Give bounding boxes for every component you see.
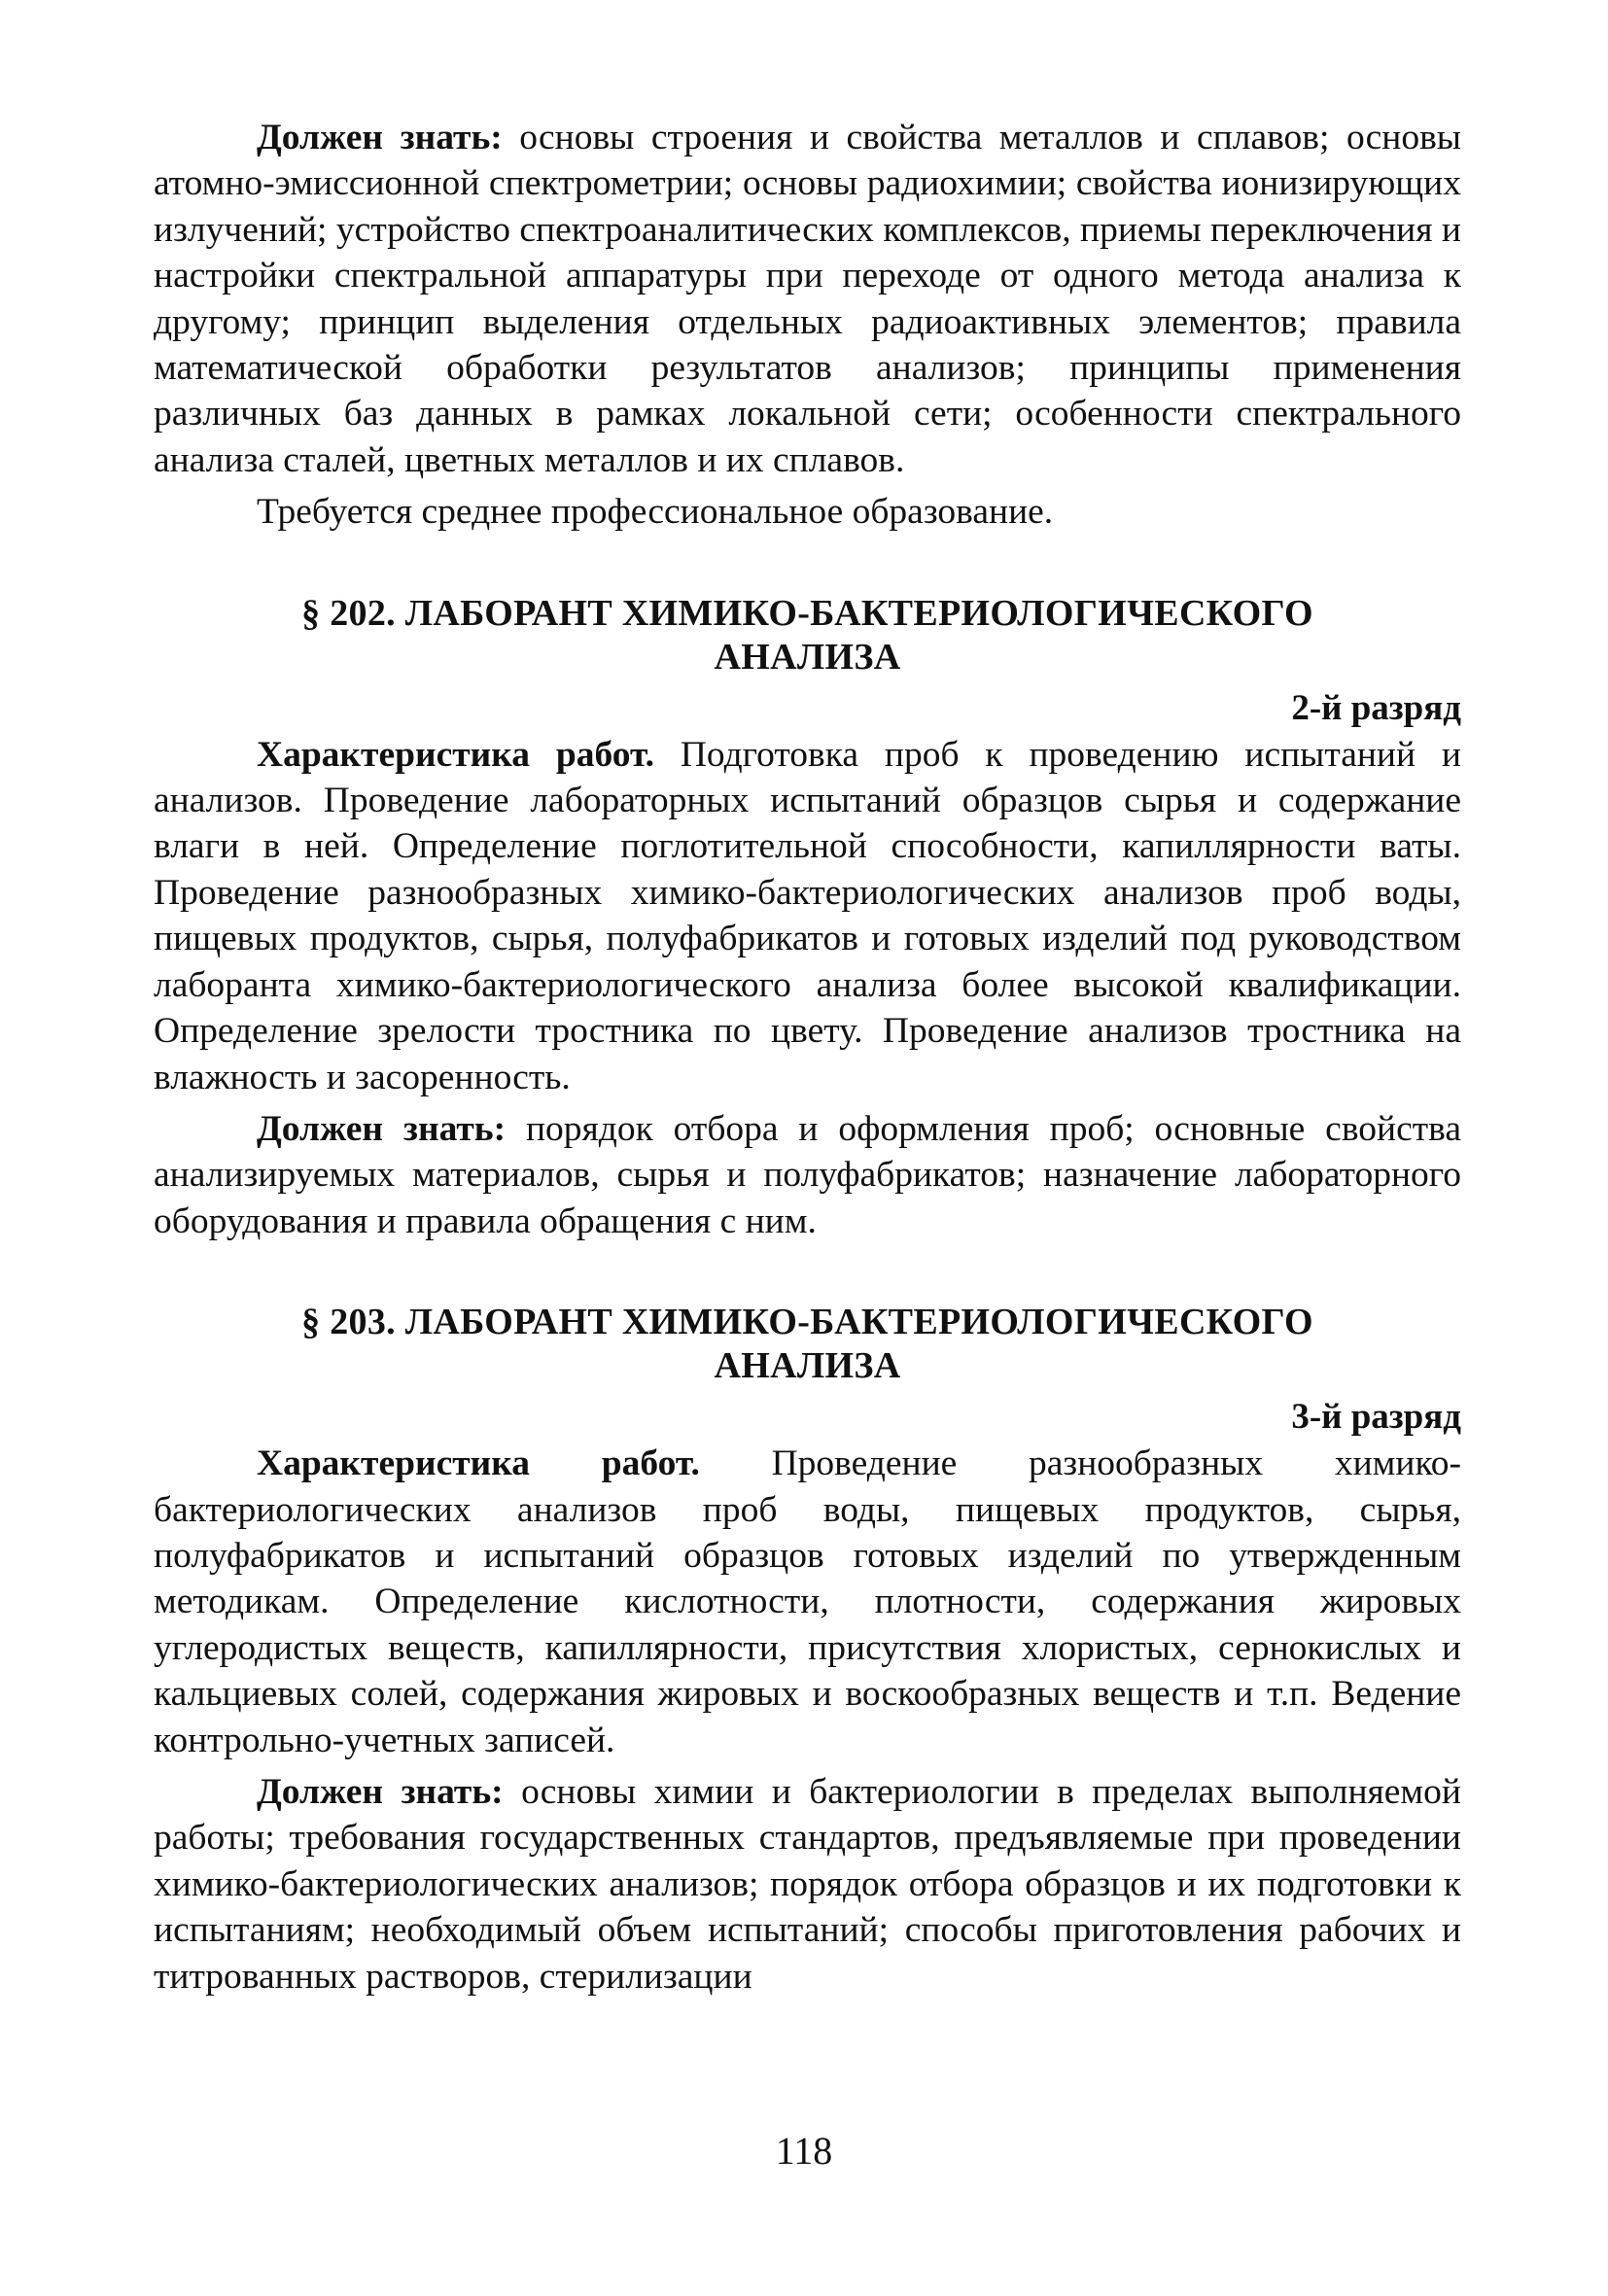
top-know-paragraph [154,115,1461,483]
work-lead-label: Характеристика работ. [257,734,654,775]
section-203-heading [154,1301,1461,1388]
page-number: 118 [775,2129,833,2173]
section-title-line: АНАЛИЗА [714,1345,901,1387]
know-text: основы строения и свойства металлов и сплавов; основы атомно-эмиссионной спектрометрии; основы радиохимии; свойства ионизирующих излучений; устройство спектроаналитических комплексов, приемы переключения и настройки спектральной аппаратуры при переходе от одного метода анализа к другому; принцип выделения отдельных радиоактивных элементов; правила математической обработки результатов анализов; принципы применения различных баз данных в рамках локальной сети; особенности спектрального анализа сталей, цветных металлов и их сплавов. [154,118,1461,480]
section-title-line: § 202. ЛАБОРАНТ ХИМИКО-БАКТЕРИОЛОГИЧЕСКОГО [301,592,1313,634]
know-text: основы химии и бактериологии в пределах выполняемой работы; требования государственных стандартов, предъявляемые при проведении химико-бактериологических анализов; порядок отбора образцов и их подготовки к испытаниям; необходимый объем испытаний; способы приготовления рабочих и титрованных растворов, стерилизации [154,1771,1461,1997]
section-title-line: § 203. ЛАБОРАНТ ХИМИКО-БАКТЕРИОЛОГИЧЕСКОГО [301,1302,1313,1343]
work-text: Проведение разнообразных химико-бактериологических анализов проб воды, пищевых продуктов, сырья, полуфабрикатов и испытаний образцов готовых изделий по утвержденным методикам. Определение кислотности, плотности, содержания жировых углеродистых веществ, капиллярности, присутствия хлористых, сернокислых и кальциевых солей, содержания жировых и воскообразных веществ и т.п. Ведение контрольно-учетных записей. [154,1444,1461,1760]
know-lead-label: Должен знать: [257,1771,504,1812]
section-203-work-paragraph [154,1441,1461,1763]
section-202-heading [154,592,1461,679]
section-title-line: АНАЛИЗА [714,636,901,678]
work-text: Подготовка проб к проведению испытаний и анализов. Проведение лабораторных испытаний образцов сырья и содержание влаги в ней. Определение поглотительной способности, капиллярности ваты. Проведение разнообразных химико-бактериологических анализов проб воды, пищевых продуктов, сырья, полуфабрикатов и готовых изделий под руководством лаборанта химико-бактериологического анализа более высокой квалификации. Определение зрелости тростника по цвету. Проведение анализов тростника на влажность и засоренность. [154,734,1461,1097]
know-lead-label: Должен знать: [257,118,503,157]
know-text: порядок отбора и оформления проб; основные свойства анализируемых материалов, сырья и полуфабрикатов; назначение лабораторного оборудования и правила обращения с ним. [154,1108,1461,1241]
section-202-work-paragraph [154,732,1461,1100]
education-requirement: Требуется среднее профессиональное образование. [257,492,1054,533]
document-page [154,115,1461,2000]
section-203-grade: 3-й разряд [1291,1397,1461,1438]
section-203-know-paragraph [154,1769,1461,2000]
know-lead-label: Должен знать: [257,1108,507,1149]
section-202-grade: 2-й разряд [1291,687,1461,728]
section-202-know-paragraph [154,1106,1461,1244]
work-lead-label: Характеристика работ. [257,1444,700,1484]
